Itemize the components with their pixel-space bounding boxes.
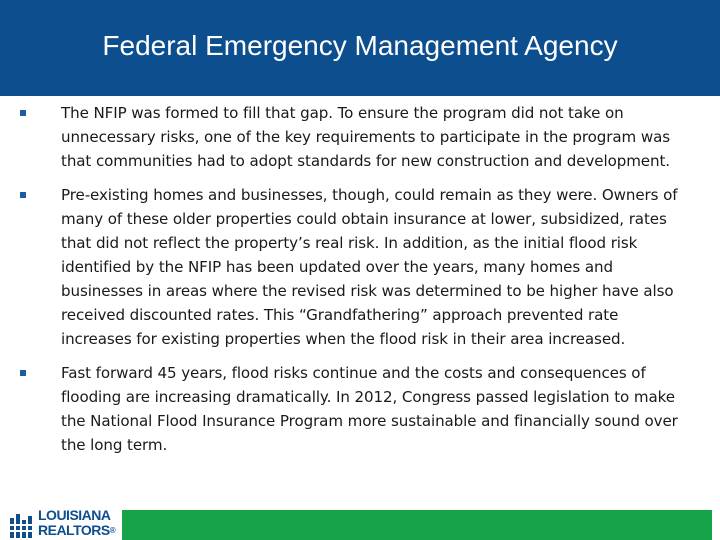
slide-title: Federal Emergency Management Agency bbox=[102, 30, 618, 61]
logo-text-realtors bbox=[38, 523, 115, 538]
bullet-item bbox=[10, 101, 682, 173]
louisiana-realtors-logo bbox=[0, 506, 122, 540]
square-bullet-icon bbox=[20, 110, 26, 116]
logo-text-louisiana: LOUISIANA bbox=[38, 507, 111, 523]
logo-realtors-word: REALTORS bbox=[38, 522, 110, 538]
logo-grid-icon bbox=[8, 510, 36, 538]
bullet-text: The NFIP was formed to fill that gap. To ensure the program did not take on unnecessary risks, one of the key requirements to participate in the program was that communities had to adopt standards for new construction and development. bbox=[61, 104, 670, 170]
title-banner bbox=[0, 0, 720, 96]
bullet-list bbox=[10, 101, 682, 467]
bullet-text: Fast forward 45 years, flood risks continue and the costs and consequences of flooding are increasing dramatically. In 2012, Congress passed legislation to make the National Flood Insurance Program more sustainable and financially sound over the long term. bbox=[61, 364, 678, 454]
bullet-item bbox=[10, 361, 682, 457]
square-bullet-icon bbox=[20, 192, 26, 198]
registered-mark: ® bbox=[109, 526, 116, 535]
bullet-text: Pre-existing homes and businesses, though, could remain as they were. Owners of many of these older properties could obtain insurance at lower, subsidized, rates that did not reflect the property’s real risk. In addition, as the initial flood risk identified by the NFIP has been updated over the years, many homes and businesses in areas where the revised risk was determined to be higher have also received discounted rates. This “Grandfathering” approach prevented rate increases for existing properties when the flood risk in their area increased. bbox=[61, 186, 678, 348]
footer-green-bar bbox=[122, 510, 712, 540]
square-bullet-icon bbox=[20, 370, 26, 376]
bullet-item bbox=[10, 183, 682, 351]
